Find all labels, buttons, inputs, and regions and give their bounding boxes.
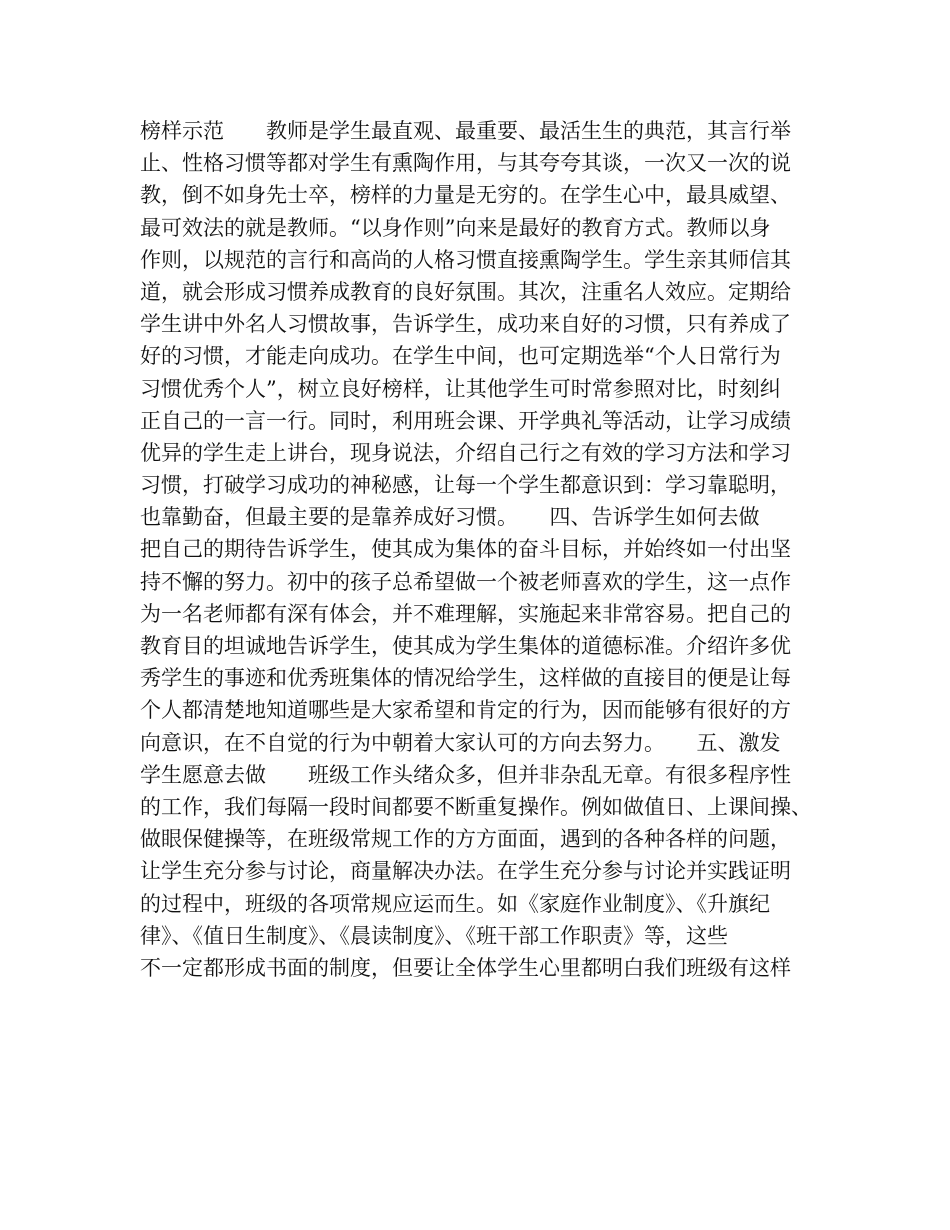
text-line: 为一名老师都有深有体会，并不难理解，实施起来非常容易。把自己的 — [140, 601, 791, 626]
text-line: 持不懈的努力。初中的孩子总希望做一个被老师喜欢的学生，这一点作 — [140, 569, 791, 594]
text-line: 最可效法的就是教师。“以身作则”向来是最好的教育方式。教师以身 — [140, 215, 771, 240]
text-line: 做眼保健操等，在班级常规工作的方方面面，遇到的各种各样的问题， — [140, 827, 791, 852]
text-line: 道，就会形成习惯养成教育的良好氛围。其次，注重名人效应。定期给 — [140, 279, 791, 304]
body-text — [140, 115, 815, 984]
text-line: 止、性格习惯等都对学生有熏陶作用，与其夸夸其谈，一次又一次的说 — [140, 151, 791, 176]
text-line: 习惯优秀个人”，树立良好榜样，让其他学生可时常参照对比，时刻纠 — [140, 376, 781, 401]
text-line: 优异的学生走上讲台，现身说法，介绍自己行之有效的学习方法和学习 — [140, 440, 791, 465]
text-line: 作则，以规范的言行和高尚的人格习惯直接熏陶学生。学生亲其师信其 — [140, 247, 791, 272]
text-line: 学生讲中外名人习惯故事，告诉学生，成功来自好的习惯，只有养成了 — [140, 312, 791, 337]
text-line: 好的习惯，才能走向成功。在学生中间，也可定期选举“个人日常行为 — [140, 344, 781, 369]
text-line: 个人都清楚地知道哪些是大家希望和肯定的行为，因而能够有很好的方 — [140, 698, 791, 723]
text-line: 把自己的期待告诉学生，使其成为集体的奋斗目标，并始终如一付出坚 — [140, 537, 791, 562]
text-line: 让学生充分参与讨论，商量解决办法。在学生充分参与讨论并实践证明 — [140, 859, 791, 884]
text-line: 律》、《值日生制度》、《晨读制度》、《班干部工作职责》等，这些 — [140, 923, 728, 948]
text-line: 向意识，在不自觉的行为中朝着大家认可的方向去努力。 五、激发 — [140, 730, 781, 755]
text-line: 教育目的坦诚地告诉学生，使其成为学生集体的道德标准。介绍许多优 — [140, 634, 791, 658]
text-line: 的工作，我们每隔一段时间都要不断重复操作。例如做值日、上课间操、 — [140, 794, 812, 819]
text-line: 学生愿意去做 班级工作头绪众多，但并非杂乱无章。有很多程序性 — [140, 762, 791, 787]
text-line: 也靠勤奋，但最主要的是靠养成好习惯。 四、告诉学生如何去做 — [140, 505, 760, 530]
text-line: 不一定都形成书面的制度，但要让全体学生心里都明白我们班级有这样 — [140, 955, 791, 980]
text-line: 正自己的一言一行。同时，利用班会课、开学典礼等活动，让学习成绩 — [140, 408, 791, 433]
text-line: 的过程中，班级的各项常规应运而生。如《家庭作业制度》、《升旗纪 — [140, 891, 770, 916]
text-line: 习惯，打破学习成功的神秘感，让每一个学生都意识到：学习靠聪明， — [140, 473, 791, 498]
text-line: 榜样示范 教师是学生最直观、最重要、最活生生的典范，其言行举 — [140, 119, 791, 143]
text-line: 教，倒不如身先士卒，榜样的力量是无穷的。在学生心中，最具威望、 — [140, 183, 791, 208]
text-line: 秀学生的事迹和优秀班集体的情况给学生，这样做的直接目的便是让每 — [140, 666, 791, 691]
